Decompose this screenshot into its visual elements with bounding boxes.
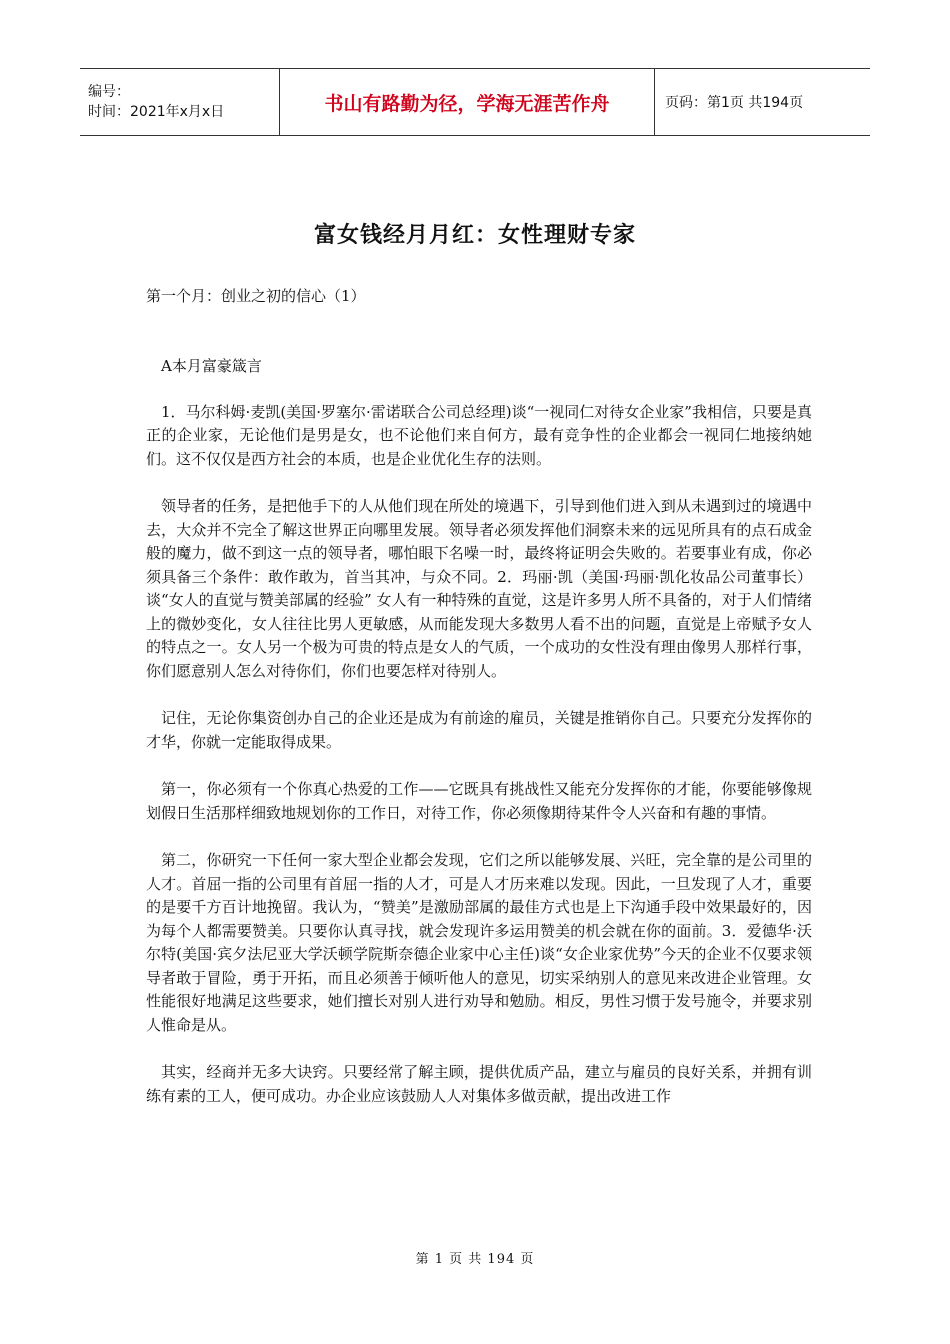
document-body [146, 355, 812, 1132]
paragraph: 领导者的任务，是把他手下的人从他们现在所处的境遇下，引导到他们进入到从未遇到过的境遇中去，大众并不完全了解这世界正向哪里发展。领导者必须发挥他们洞察未来的远见所具有的点石成金般的魔力，做不到这一点的领导者，哪怕眼下名噪一时，最终将证明会失败的。若要事业有成，你必须具备三个条件：敢作敢为，首当其冲，与众不同。2．玛丽·凯（美国·玛丽·凯化妆品公司董事长）谈“女人的直觉与赞美部属的经验” 女人有一种特殊的直觉，这是许多男人所不具备的，对于人们情绪上的微妙变化，女人往往比男人更敏感，从而能发现大多数男人看不出的问题，直觉是上帝赋予女人的特点之一。女人另一个极为可贵的特点是女人的气质，一个成功的女性没有理由像男人那样行事，你们愿意别人怎么对待你们，你们也要怎样对待别人。 [146, 497, 812, 680]
header-meta-cell [80, 69, 280, 135]
header-table [80, 68, 870, 136]
paragraph: 1．马尔科姆·麦凯(美国·罗塞尔·雷诺联合公司总经理)谈“一视同仁对待女企业家”我相信，只要是真正的企业家，无论他们是男是女，也不论他们来自何方，最有竞争性的企业都会一视同仁地接纳她们。这不仅仅是西方社会的本质，也是企业优化生存的法则。 [146, 402, 812, 468]
date-label: 时间：2021年x月x日 [88, 104, 225, 120]
number-label: 编号： [88, 84, 130, 100]
header-motto-cell [280, 69, 655, 135]
page-footer: 第 1 页 共 194 页 [415, 1252, 535, 1267]
paragraph: 第二，你研究一下任何一家大型企业都会发现，它们之所以能够发展、兴旺，完全靠的是公司里的人才。首屈一指的公司里有首屈一指的人才，可是人才历来难以发现。因此，一旦发现了人才，重要的是要千方百计地挽留。我认为，“赞美”是激励部属的最佳方式也是上下沟通手段中效果最好的，因为每个人都需要赞美。只要你认真寻找，就会发现许多运用赞美的机会就在你的面前。3．爱德华·沃尔特(美国·宾夕法尼亚大学沃顿学院斯奈德企业家中心主任)谈“女企业家优势”今天的企业不仅要求领导者敢于冒险，勇于开拓，而且必须善于倾听他人的意见，切实采纳别人的意见来改进企业管理。女性能很好地满足这些要求，她们擅长对别人进行劝导和勉励。相反，男性习惯于发号施令，并要求别人惟命是从。 [146, 851, 812, 1034]
document-title: 富女钱经月月红：女性理财专家 [313, 223, 636, 248]
header-page-cell [655, 69, 870, 135]
document-subtitle: 第一个月：创业之初的信心（1） [146, 287, 366, 305]
paragraph: 第一，你必须有一个你真心热爱的工作——它既具有挑战性又能充分发挥你的才能，你要能够像规划假日生活那样细致地规划你的工作日，对待工作，你必须像期待某件令人兴奋和有趣的事情。 [146, 780, 812, 822]
page-info: 页码：第1页 共194页 [665, 95, 804, 111]
paragraph: 其实，经商并无多大诀窍。只要经常了解主顾，提供优质产品，建立与雇员的良好关系，并拥有训练有素的工人，便可成功。办企业应该鼓励人人对集体多做贡献，提出改进工作 [146, 1063, 812, 1105]
motto: 书山有路勤为径，学海无涯苦作舟 [324, 92, 610, 115]
paragraph: A本月富豪箴言 [161, 357, 262, 375]
paragraph: 记住，无论你集资创办自己的企业还是成为有前途的雇员，关键是推销你自己。只要充分发挥你的才华，你就一定能取得成果。 [146, 709, 812, 751]
